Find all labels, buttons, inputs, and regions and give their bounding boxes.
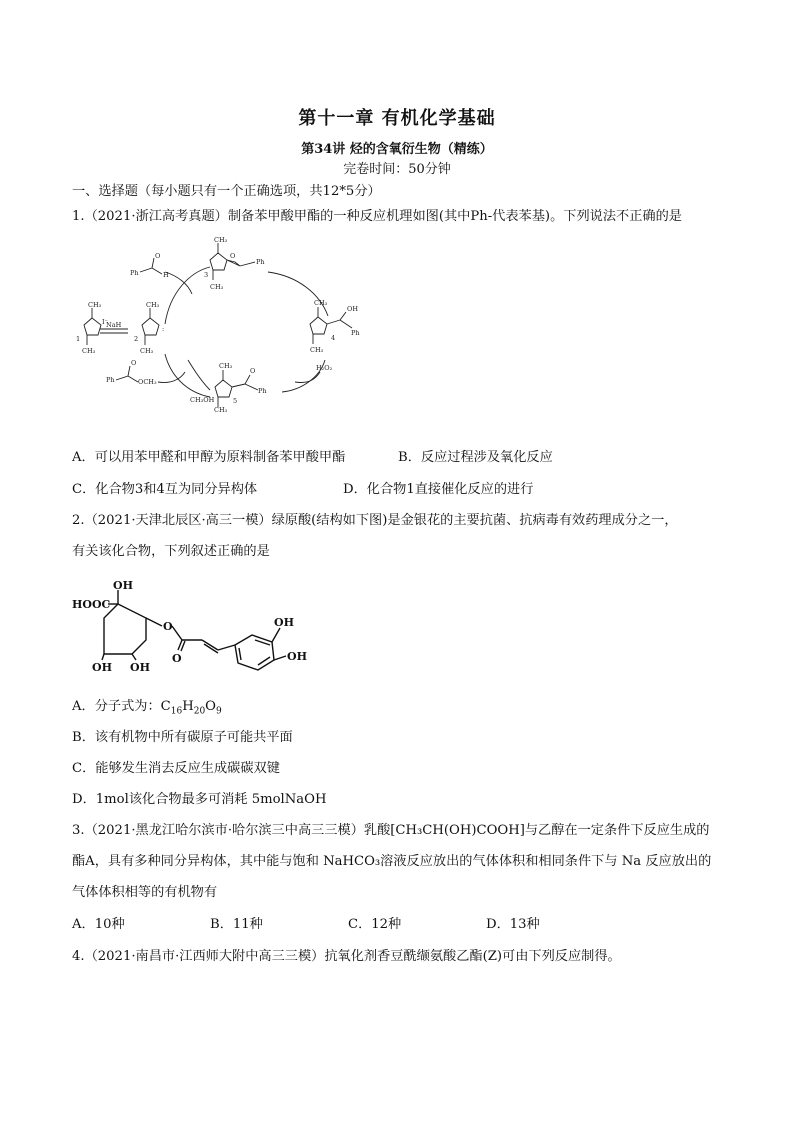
q2-option-a[interactable]: A．分子式为：$C_{16}H_{20}O_9$	[72, 699, 222, 717]
epoxide-oxygen: O	[230, 252, 236, 260]
question-2-stem-line-2: 有关该化合物，下列叙述正确的是	[72, 544, 270, 559]
methyl-label-1b: CH₃	[82, 347, 96, 355]
q3-option-b[interactable]: B．11种	[210, 917, 263, 932]
ketone-oxygen: O	[250, 367, 256, 375]
q1-option-a[interactable]: A．可以用苯甲醛和甲醇为原料制备苯甲酸甲酯	[72, 450, 346, 465]
phenyl-label-5: Ph	[258, 387, 267, 395]
methyl-label-3b: CH₃	[210, 283, 224, 291]
time-limit: 完卷时间：50分钟	[343, 162, 451, 177]
methyl-label-4a: CH₃	[314, 299, 328, 307]
aldehyde-hydrogen: H	[163, 271, 169, 279]
oh-label-ring-right: OH	[287, 650, 307, 663]
methyl-label-2a: CH₃	[146, 301, 160, 309]
lecture-title: 第34讲 烃的含氧衍生物（精练）	[301, 142, 493, 157]
q2-option-d[interactable]: D．1mol该化合物最多可消耗 5molNaOH	[72, 792, 327, 807]
carbene-colon: :	[162, 325, 165, 333]
methoxy-label: OCH₃	[138, 378, 157, 386]
question-3-line-3: 气体体积相等的有机物有	[72, 885, 218, 900]
q1-option-c[interactable]: C．化合物3和4互为同分异构体	[72, 482, 258, 497]
chapter-title: 第十一章 有机化学基础	[298, 108, 496, 129]
hydroxyl-label-4: OH	[347, 305, 358, 313]
iodide-label: I⁻	[102, 318, 108, 326]
question-4-stem: 4.（2021·南昌市·江西师大附中高三三模）抗氧化剂香豆酰缬氨酸乙酯(Z)可由下列反应制得。	[72, 949, 621, 964]
peroxide-label: H₂O₂	[316, 364, 333, 372]
question-3-line-2: 酯A，具有多种同分异构体，其中能与饱和 NaHCO₃溶液反应放出的气体体积和相同条件下与 Na 反应放出的	[72, 854, 712, 869]
carbonyl-o-label: O	[172, 652, 182, 665]
phenyl-label-benzaldehyde: Ph	[130, 269, 139, 277]
methyl-label-5b: CH₃	[214, 406, 228, 412]
ester-o-label: O	[163, 620, 173, 633]
methyl-label-5a: CH₃	[219, 362, 233, 370]
reaction-mechanism-diagram	[70, 232, 370, 412]
question-2-stem-line-1: 2.（2021·天津北辰区·高三一模）绿原酸(结构如下图)是金银花的主要抗菌、抗病毒有效药理成分之一，	[72, 513, 678, 528]
q3-option-c[interactable]: C．12种	[348, 917, 402, 932]
phenyl-label-4: Ph	[351, 329, 360, 337]
methanol-label: CH₃OH	[190, 396, 215, 404]
compound-3-number: 3	[204, 271, 209, 279]
phenyl-label-3: Ph	[256, 258, 265, 266]
question-1-stem: 1.（2021·浙江高考真题）制备苯甲酸甲酯的一种反应机理如图(其中Ph-代表苯基)。下列说法不正确的是	[72, 209, 682, 224]
oh-label-ring-top: OH	[274, 616, 294, 629]
question-3-line-1: 3.（2021·黑龙江哈尔滨市·哈尔滨三中高三三模）乳酸[CH₃CH(OH)COOH]与乙醇在一定条件下反应生成的	[72, 823, 710, 838]
section-heading: 一、选择题（每小题只有一个正确选项，共12*5分）	[72, 184, 381, 199]
compound-2-number: 2	[134, 335, 139, 343]
methyl-label-2b: CH₃	[140, 347, 154, 355]
compound-4-number: 4	[331, 334, 336, 342]
q2-option-b[interactable]: B．该有机物中所有碳原子可能共平面	[72, 730, 293, 745]
ester-carbonyl-oxygen: O	[131, 359, 137, 367]
q1-option-b[interactable]: B．反应过程涉及氧化反应	[398, 450, 553, 465]
compound-5-number: 5	[233, 397, 238, 405]
q2-option-c[interactable]: C．能够发生消去反应生成碳碳双键	[72, 761, 280, 776]
oh-label-top: OH	[113, 580, 133, 592]
chlorogenic-acid-structure	[70, 580, 320, 675]
q1-option-d[interactable]: D．化合物1直接催化反应的进行	[343, 482, 534, 497]
compound-1-number: 1	[76, 335, 81, 343]
methyl-label-1a: CH₃	[88, 301, 102, 309]
oh-label-bottom-right: OH	[130, 661, 150, 674]
methyl-label-4b: CH₃	[310, 346, 324, 354]
nah-label: NaH	[106, 321, 122, 329]
q3-option-a[interactable]: A．10种	[72, 917, 125, 932]
oh-label-bottom-left: OH	[92, 661, 112, 674]
hooc-label: HOOC	[72, 598, 111, 611]
methyl-label-3a: CH₃	[214, 236, 228, 244]
aldehyde-oxygen: O	[155, 252, 161, 260]
q3-option-d[interactable]: D．13种	[486, 917, 540, 932]
phenyl-label-ester: Ph	[106, 376, 115, 384]
